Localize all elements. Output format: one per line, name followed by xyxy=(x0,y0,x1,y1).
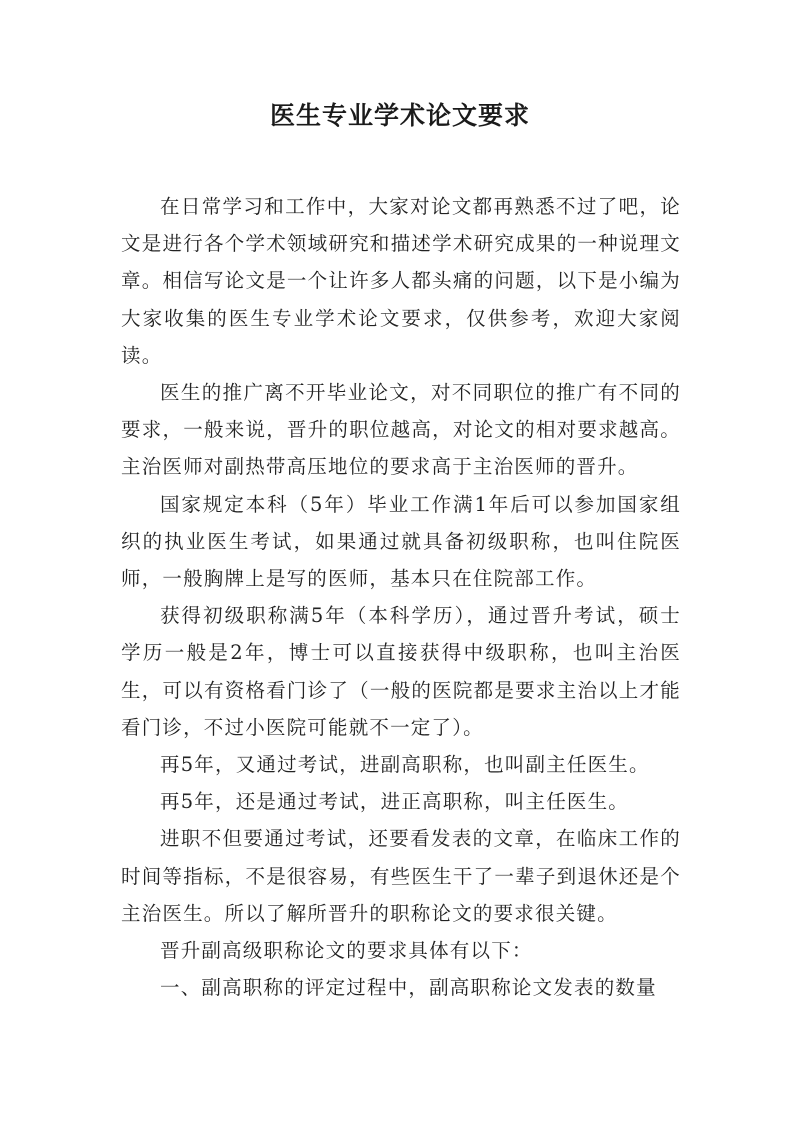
paragraph-attending: 获得初级职称满5年（本科学历），通过晋升考试，硕士学历一般是2年，博士可以直接获得中级职称，也叫主治医生，可以有资格看门诊了（一般的医院都是要求主治以上才能看门诊，不过小医院可能就不一定了）。 xyxy=(121,604,681,739)
paragraph-promotion: 医生的推广离不开毕业论文，对不同职位的推广有不同的要求，一般来说，晋升的职位越高，对论文的相对要求越高。主治医师对副热带高压地位的要求高于主治医师的晋升。 xyxy=(121,381,681,479)
paragraph-list-intro: 晋升副高级职称论文的要求具体有以下： xyxy=(160,939,533,963)
paragraph-item-one: 一、副高职称的评定过程中，副高职称论文发表的数量 xyxy=(160,976,657,1000)
paragraph-intro: 在日常学习和工作中，大家对论文都再熟悉不过了吧，论文是进行各个学术领域研究和描述学术研究成果的一种说理文章。相信写论文是一个让许多人都头痛的问题，以下是小编为大家收集的医生专业学术论文要求，仅供参考，欢迎大家阅读。 xyxy=(121,195,681,367)
document-body xyxy=(121,188,681,1006)
paragraph-chief: 再5年，还是通过考试，进正高职称，叫主任医生。 xyxy=(160,790,630,814)
paragraph-associate-chief: 再5年，又通过考试，进副高职称，也叫副主任医生。 xyxy=(160,753,650,777)
paragraph-requirements: 进职不但要通过考试，还要看发表的文章，在临床工作的时间等指标，不是很容易，有些医生干了一辈子到退休还是个主治医生。所以了解所晋升的职称论文的要求很关键。 xyxy=(121,827,681,925)
document-title: 医生专业学术论文要求 xyxy=(269,101,530,130)
paragraph-resident: 国家规定本科（5年）毕业工作满1年后可以参加国家组织的执业医生考试，如果通过就具备初级职称，也叫住院医师，一般胸牌上是写的医师，基本只在住院部工作。 xyxy=(121,492,681,591)
